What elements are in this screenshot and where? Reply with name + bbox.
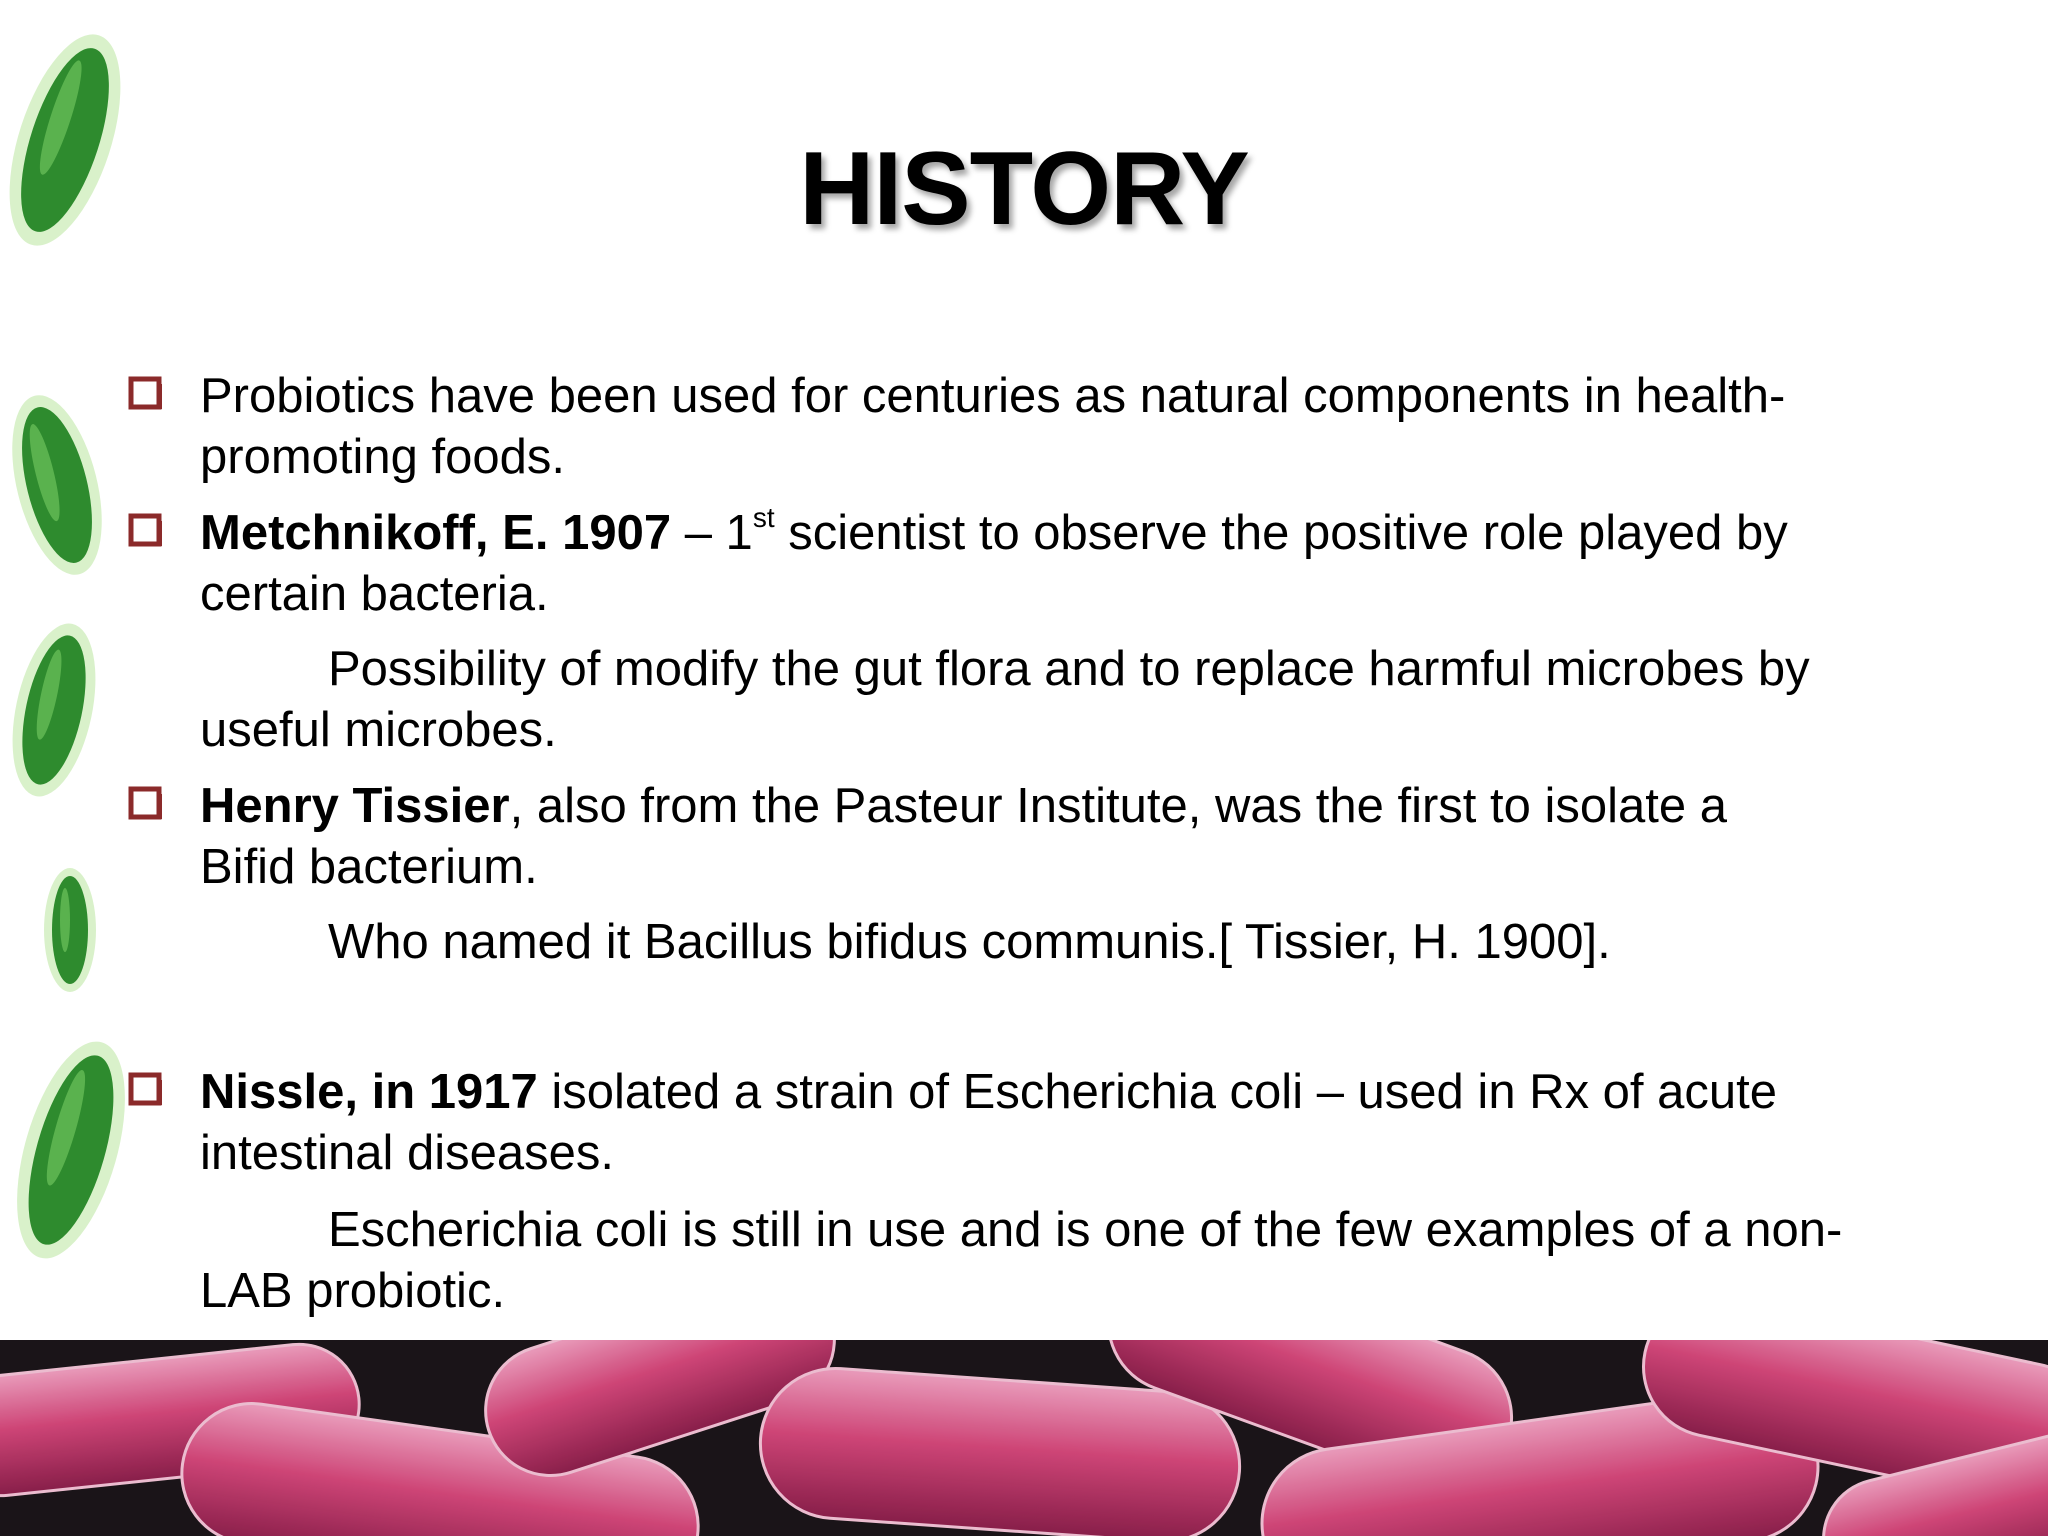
item-bold-name: Nissle, in 1917 xyxy=(200,1065,538,1119)
item-text-line: LAB probiotic. xyxy=(200,1264,506,1318)
item-text: isolated a strain of Escherichia coli – used in Rx of acute xyxy=(537,1065,1778,1119)
item-text-line: Possibility of modify the gut flora and to replace harmful microbes by xyxy=(328,642,1810,696)
green-bacterium-icon xyxy=(0,1020,146,1280)
superscript: st xyxy=(752,502,775,533)
item-bold-name: Henry Tissier xyxy=(200,779,510,833)
sub-note-ecoli xyxy=(200,1200,1940,1322)
item-text-line: Bifid bacterium. xyxy=(200,840,538,894)
item-text: , also from the Pasteur Institute, was the first to isolate a xyxy=(509,779,1728,833)
item-text-line xyxy=(200,1062,1940,1123)
green-bacterium-icon xyxy=(0,610,114,810)
item-text-line: promoting foods. xyxy=(200,430,565,484)
pink-bacteria-image xyxy=(0,1340,2048,1536)
sub-note-bifidus xyxy=(200,912,1940,973)
item-text-line: Escherichia coli is still in use and is one of the few examples of a non- xyxy=(328,1203,1843,1257)
item-text-line xyxy=(200,503,1940,564)
item-text-line: useful microbes. xyxy=(200,703,557,757)
bullet-item-probiotics xyxy=(200,366,1940,488)
green-bacterium-icon xyxy=(0,380,122,590)
item-text-line: Probiotics have been used for centuries as natural components in health- xyxy=(200,369,1786,423)
green-bacterium-icon xyxy=(30,860,110,1000)
item-text: – 1 xyxy=(671,506,753,560)
item-text-line: intestinal diseases. xyxy=(200,1126,615,1180)
item-text: scientist to observe the positive role played by xyxy=(774,506,1788,560)
item-text-line xyxy=(200,776,1940,837)
bullet-item-nissle xyxy=(200,1062,1940,1184)
hollow-square-bullet-icon xyxy=(128,376,162,410)
sub-note-gut-flora xyxy=(200,639,1940,761)
item-text-line: certain bacteria. xyxy=(200,567,549,621)
item-text-line: Who named it Bacillus bifidus communis.[ Tissier, H. 1900]. xyxy=(328,915,1611,969)
bullet-item-tissier xyxy=(200,776,1940,898)
hollow-square-bullet-icon xyxy=(128,1072,162,1106)
hollow-square-bullet-icon xyxy=(128,786,162,820)
bullet-item-metchnikoff xyxy=(200,503,1940,625)
slide-title: HISTORY xyxy=(799,131,1249,247)
hollow-square-bullet-icon xyxy=(128,513,162,547)
item-bold-name: Metchnikoff, E. 1907 xyxy=(200,506,672,560)
